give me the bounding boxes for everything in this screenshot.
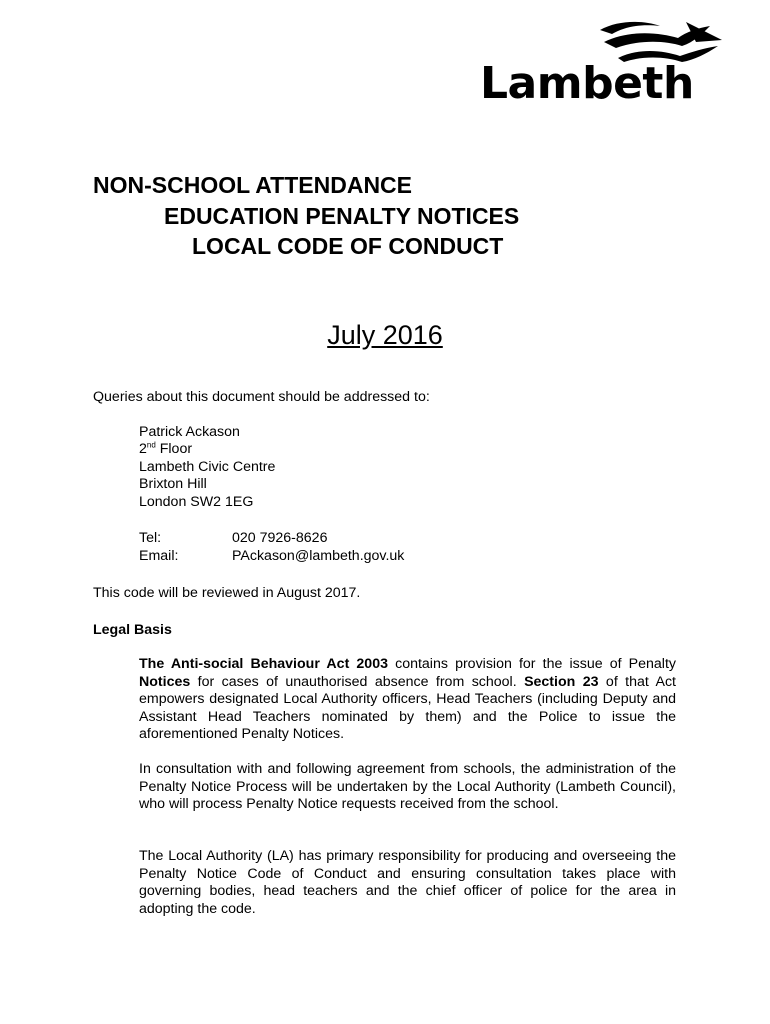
contact-name: Patrick Ackason (139, 424, 240, 440)
legal-paragraph-1: The Anti-social Behaviour Act 2003 contains provision for the issue of Penalty Notices for cases of unauthorised absence from school. Section 23 of that Act empowers designated Local Authority officers, Head Teachers (including Deputy and Assistant Head Teachers nominated by them) and the Police to issue the aforementioned Penalty Notices. (139, 656, 676, 743)
contact-city: London SW2 1EG (139, 494, 254, 510)
tel-value: 020 7926-8626 (232, 530, 328, 546)
title-line-3: LOCAL CODE OF CONDUCT (192, 233, 504, 259)
title-line-2: EDUCATION PENALTY NOTICES (164, 203, 520, 229)
lambeth-logo (478, 18, 728, 108)
contact-building: Lambeth Civic Centre (139, 459, 276, 475)
contact-floor: 2nd Floor (139, 440, 193, 457)
email-link[interactable]: PAckason@lambeth.gov.uk (232, 548, 405, 564)
review-text: This code will be reviewed in August 2017. (93, 585, 361, 601)
legal-paragraph-3: The Local Authority (LA) has primary responsibility for producing and overseeing the Penalty Notice Code of Conduct and ensuring consultation takes place with governing bodies, head teachers and the chief officer of police for the area in adopting the code. (139, 848, 676, 917)
legal-basis-heading: Legal Basis (93, 622, 172, 638)
tel-label: Tel: (139, 530, 162, 546)
email-label: Email: (139, 548, 179, 564)
logo-text: Lambeth (480, 58, 694, 109)
queries-text: Queries about this document should be addressed to: (93, 389, 430, 405)
title-line-1: NON-SCHOOL ATTENDANCE (93, 172, 413, 198)
legal-paragraph-2: In consultation with and following agreement from schools, the administration of the Penalty Notice Process will be undertaken by the Local Authority (Lambeth Council), who will process Penalty Notice requests received from the school. (139, 761, 676, 813)
document-date: July 2016 (327, 320, 443, 350)
contact-street: Brixton Hill (139, 476, 207, 492)
